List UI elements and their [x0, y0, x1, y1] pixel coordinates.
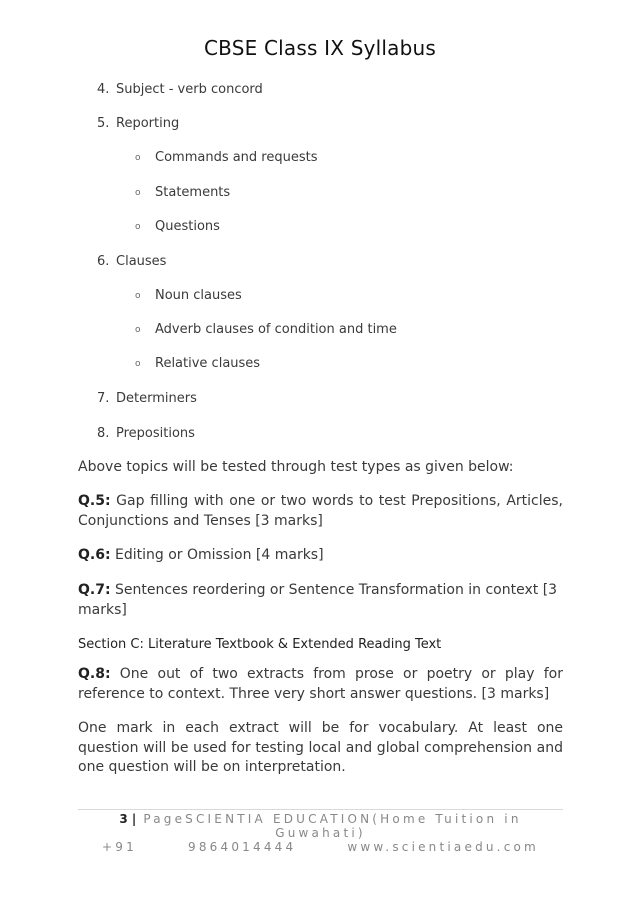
- item-label: Reporting: [116, 116, 180, 131]
- footer-divider: [78, 809, 563, 810]
- sub-item-label: Statements: [155, 185, 231, 200]
- item-number: 8.: [97, 426, 110, 441]
- sub-item-label: Commands and requests: [155, 150, 318, 165]
- circle-bullet-icon: o: [135, 291, 141, 301]
- section-heading: Section C: Literature Textbook & Extended Reading Text: [78, 637, 442, 652]
- question-paragraph: [78, 492, 563, 531]
- item-label: Subject - verb concord: [116, 82, 263, 97]
- sub-item-label: Adverb clauses of condition and time: [155, 322, 397, 337]
- circle-bullet-icon: o: [135, 188, 141, 198]
- sub-list-item: [135, 149, 318, 167]
- sub-list-item: [135, 184, 230, 202]
- item-label: Prepositions: [116, 426, 195, 441]
- question-number: Q.7:: [78, 582, 111, 598]
- sub-list-item: [135, 218, 220, 236]
- circle-bullet-icon: o: [135, 222, 141, 232]
- list-item: [97, 253, 166, 271]
- question-text: One out of two extracts from prose or poetry or play for reference to context. Three very short answer questions. [3 marks]: [78, 666, 564, 702]
- intro-paragraph: Above topics will be tested through test types as given below:: [78, 459, 514, 475]
- question-text: Editing or Omission [4 marks]: [115, 547, 324, 563]
- footer-phone: +91 9864014444: [102, 840, 297, 854]
- circle-bullet-icon: o: [135, 359, 141, 369]
- footer-website: www.scientiaedu.com: [347, 840, 539, 854]
- list-item: [97, 81, 263, 99]
- question-number: Q.6:: [78, 547, 111, 563]
- question-paragraph: [78, 581, 563, 620]
- item-number: 5.: [97, 116, 110, 131]
- sub-item-label: Noun clauses: [155, 288, 242, 303]
- list-item: [97, 390, 197, 408]
- footer-line-1: [78, 812, 563, 840]
- question-number: Q.5:: [78, 493, 111, 509]
- question-number: Q.8:: [78, 666, 111, 682]
- item-number: 7.: [97, 391, 110, 406]
- list-item: [97, 115, 179, 133]
- footer-line-2: [78, 840, 563, 854]
- list-item: [97, 425, 195, 443]
- item-number: 6.: [97, 254, 110, 269]
- question-text: Sentences reordering or Sentence Transformation in context [3 marks]: [78, 582, 558, 618]
- page-number: 3 |: [119, 812, 137, 826]
- circle-bullet-icon: o: [135, 153, 141, 163]
- circle-bullet-icon: o: [135, 325, 141, 335]
- page-title: CBSE Class IX Syllabus: [203, 36, 437, 60]
- sub-item-label: Relative clauses: [155, 356, 261, 371]
- item-number: 4.: [97, 82, 110, 97]
- sub-item-label: Questions: [155, 219, 220, 234]
- sub-list-item: [135, 355, 260, 373]
- item-label: Determiners: [116, 391, 197, 406]
- question-paragraph: [78, 665, 563, 704]
- question-text: Gap filling with one or two words to test Prepositions, Articles, Conjunctions and Tenses [3 marks]: [78, 493, 563, 529]
- question-paragraph: [78, 546, 563, 566]
- sub-list-item: [135, 287, 242, 305]
- item-label: Clauses: [116, 254, 167, 269]
- note-paragraph: One mark in each extract will be for vocabulary. At least one question will be used for testing local and global comprehension and one question will be on interpretation.: [78, 720, 563, 775]
- footer-brand: PageSCIENTIA EDUCATION(Home Tuition in Guwahati): [143, 812, 522, 840]
- sub-list-item: [135, 321, 397, 339]
